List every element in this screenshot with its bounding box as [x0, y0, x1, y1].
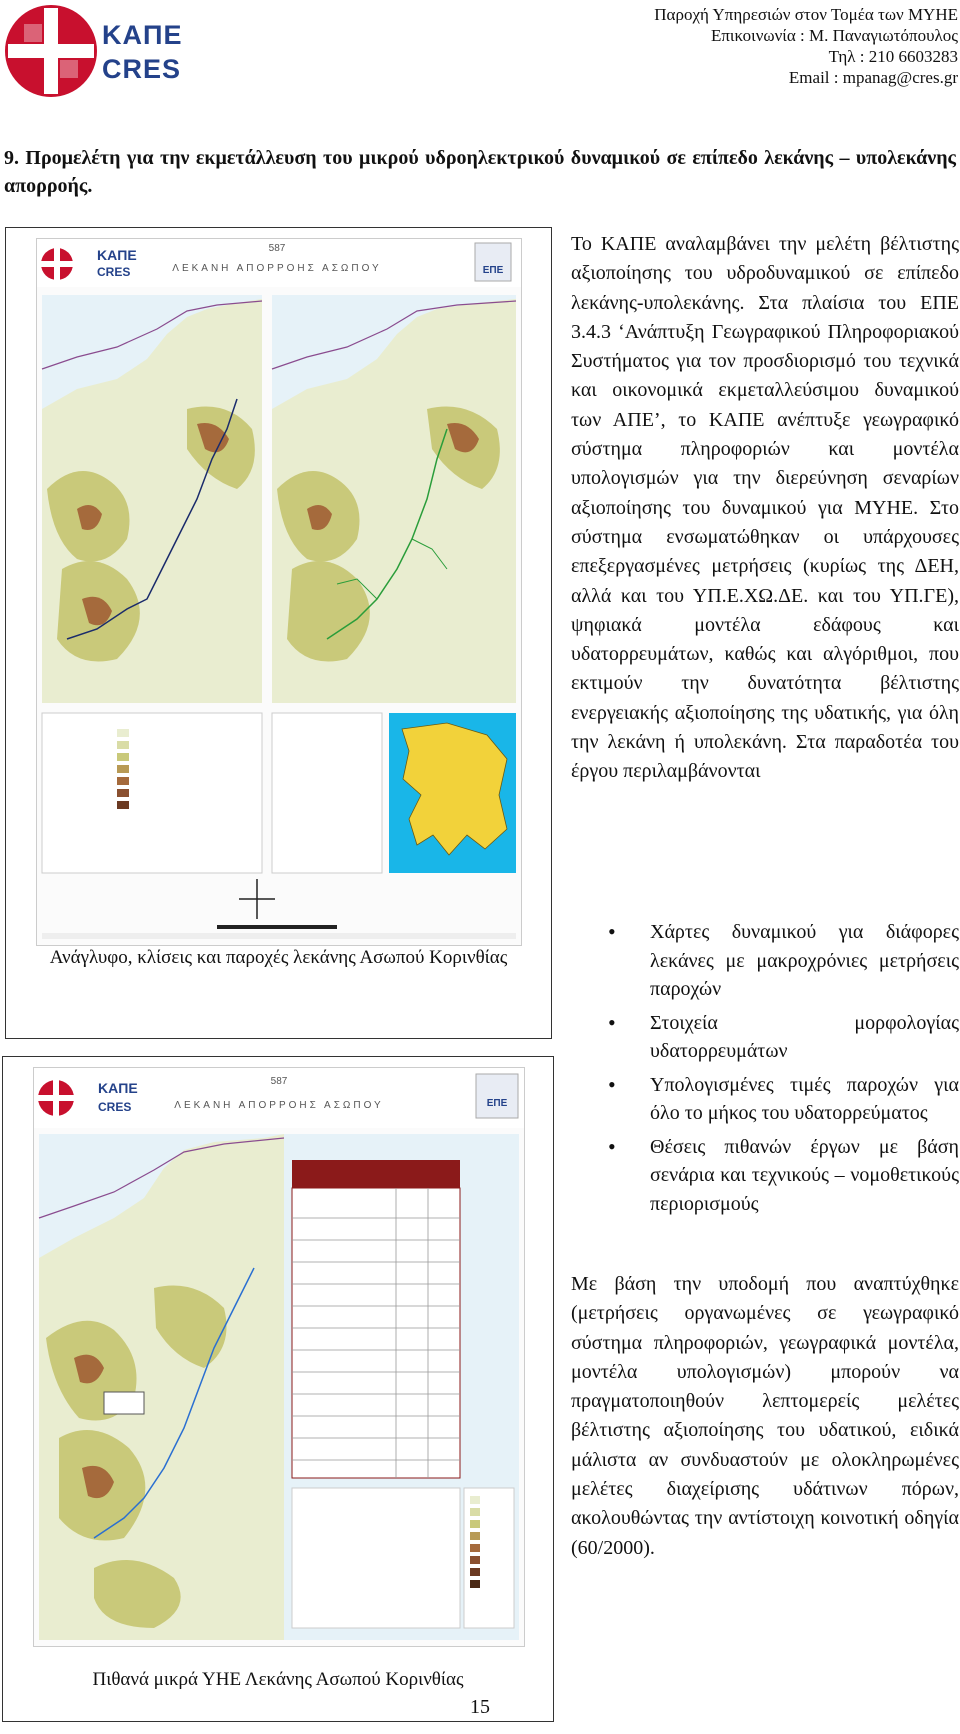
section-title: 9. Προμελέτη για την εκμετάλλευση του μικρού υδροηλεκτρικού δυναμικού σε επίπεδο λεκάνης – υπολεκάνης απορροής.	[4, 147, 956, 197]
map-title: ΛΕΚΑΝΗ ΑΠΟΡΡΟΗΣ ΑΣΩΠΟΥ	[174, 1100, 384, 1111]
contact-block	[654, 4, 958, 88]
map-logo-text: ΚΑΠΕ	[98, 1080, 138, 1096]
map-image-hydro-sites	[33, 1067, 525, 1647]
list-item: • Θέσεις πιθανών έργων με βάση σενάρια και τεχνικούς – νομοθετικούς περιορισμούς	[600, 1133, 959, 1219]
contact-line-service: Παροχή Υπηρεσιών στον Τομέα των ΜΥΗΕ	[654, 5, 958, 24]
map-image-relief	[36, 238, 522, 946]
contact-line-phone: Τηλ : 210 6603283	[828, 47, 958, 66]
figure-caption-hydro-sites: Πιθανά μικρά ΥΗΕ Λεκάνης Ασωπού Κορινθίας	[92, 1669, 464, 1690]
map-badge: ΕΠΕ	[486, 1098, 508, 1109]
page-number: 15	[470, 1696, 490, 1718]
map-number: 587	[268, 243, 286, 254]
map-logo-emblem-icon	[41, 248, 73, 280]
map-number: 587	[270, 1076, 288, 1087]
figure-hydro-sites-map	[2, 1056, 554, 1722]
body-paragraph-intro: Το ΚΑΠΕ αναλαμβάνει την μελέτη βέλτιστης αξιοποίησης του υδροδυναμικού σε επίπεδο λεκάνης-υπολεκάνης. Στα πλαίσια του ΕΠΕ 3.4.3 ‘Ανάπτυξη Γεωγραφικού Πληροφοριακού Συστήματος για τον προσδιορισμό του τεχνικά και οικονομικά εκμεταλλεύσιμου δυναμικού των ΑΠΕ’, το ΚΑΠΕ ανέπτυξε γεωγραφικό σύστημα πληροφοριών και μοντέλα υπολογισμών για την διερεύνηση σεναρίων αξιοποίησης του δυναμικού για ΜΥΗΕ. Στο σύστημα ενσωματώθηκαν οι υπάρχουσες επεξεργασμένες μετρήσεις (κυρίως της ΔΕΗ, αλλά και του ΥΠ.Ε.ΧΩ.ΔΕ. και του ΥΠ.ΓΕ), ψηφιακά μοντέλα εδάφους και υδατορρευμάτων, καθώς και αλγόριθμοι, που εκτιμούν την δυνατότητα βέλτιστης ενεργειακής αξιοποίησης της υδατικής, για όλη την λεκάνη ή υπολεκάνη. Στα παραδοτέα του έργου περιλαμβάνονται	[571, 233, 959, 783]
map-badge: ΕΠΕ	[482, 265, 504, 276]
map-logo-text-cres: CRES	[98, 1100, 132, 1114]
deliverables-list	[600, 918, 959, 1223]
map-logo-text: ΚΑΠΕ	[97, 247, 137, 263]
list-item: • Στοιχεία μορφολογίας υδατορρευμάτων	[600, 1009, 959, 1066]
list-item: • Χάρτες δυναμικού για διάφορες λεκάνες με μακροχρόνιες μετρήσεις παροχών	[600, 918, 959, 1004]
map-title: ΛΕΚΑΝΗ ΑΠΟΡΡΟΗΣ ΑΣΩΠΟΥ	[172, 263, 382, 274]
body-paragraph-conclusion: Με βάση την υποδομή που αναπτύχθηκε (μετρήσεις οργανωμένες σε γεωγραφικό σύστημα πληροφοριών, γεωγραφικά μοντέλα, μοντέλα υπολογισμών) μπορούν να πραγματοποιηθούν λεπτομερείς μελέτες βέλτιστης αξιοποίησης του υδατικού, ειδικά μάλιστα αν συνδυαστούν με ολοκληρωμένες μελέτες διαχείρισης υδάτινων πόρων, ακολουθώντας την αντίστοιχη κοινοτική οδηγία (60/2000).	[571, 1273, 959, 1559]
relief-map-graphic	[37, 239, 521, 945]
cres-emblem-icon	[2, 2, 100, 100]
contact-line-email[interactable]: Email : mpanag@cres.gr	[788, 68, 958, 87]
map-logo-text-cres: CRES	[97, 265, 131, 279]
logo-text-kape: ΚΑΠΕ	[102, 20, 183, 50]
hydro-sites-map-graphic	[34, 1068, 524, 1646]
figure-relief-map	[5, 227, 552, 1039]
cres-logo	[2, 2, 192, 104]
logo-text-cres: CRES	[102, 54, 182, 84]
list-item: • Υπολογισμένες τιμές παροχών για όλο το μήκος του υδατορρεύματος	[600, 1071, 959, 1128]
figure-caption-relief: Ανάγλυφο, κλίσεις και παροχές λεκάνης Ασωπού Κορινθίας	[49, 947, 508, 968]
map-logo-emblem-icon	[38, 1080, 74, 1116]
contact-line-person: Επικοινωνία : Μ. Παναγιωτόπουλος	[710, 26, 958, 45]
